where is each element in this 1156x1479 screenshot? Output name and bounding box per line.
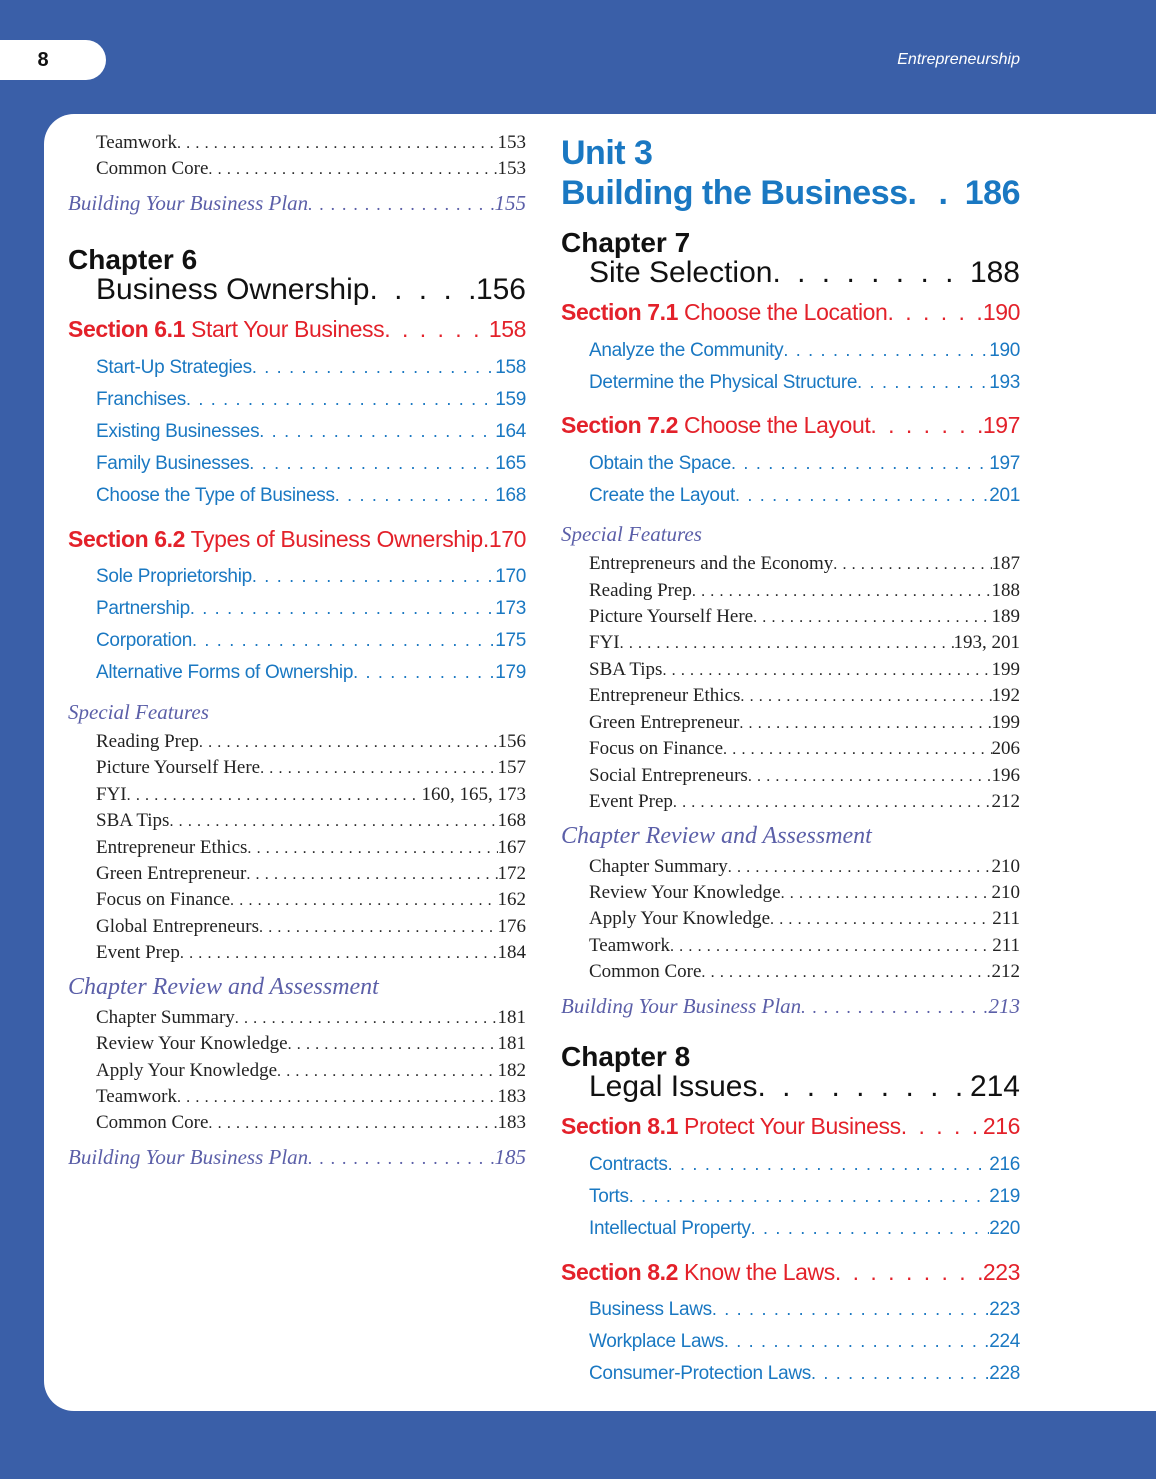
unit-title[interactable]: Building the Business . . . 186 [561, 174, 1020, 213]
toc-entry-business-plan[interactable]: Building Your Business Plan . . . 155 [68, 191, 526, 216]
review-entry[interactable]: Chapter Summary . . . 181 [96, 1007, 526, 1029]
chapter-review-label: Chapter Review and Assessment [68, 974, 379, 1000]
topic-entry[interactable]: Consumer-Protection Laws . . . 228 [589, 1363, 1020, 1385]
review-entry[interactable]: Apply Your Knowledge . . . 211 [589, 908, 1020, 930]
running-header-title: Entrepreneurship [897, 51, 1020, 68]
topic-entry[interactable]: Determine the Physical Structure . . . 193 [589, 372, 1020, 394]
feature-entry[interactable]: Social Entrepreneurs . . . 196 [589, 765, 1020, 787]
toc-entry-common-core[interactable]: Common Core . . . 153 [96, 158, 526, 180]
feature-entry[interactable]: Focus on Finance . . . 206 [589, 738, 1020, 760]
topic-entry[interactable]: Franchises . . . 159 [96, 389, 526, 411]
chapter-7-label: Chapter 7 [561, 227, 691, 258]
feature-entry[interactable]: Focus on Finance . . . 162 [96, 889, 526, 911]
topic-entry[interactable]: Corporation . . . 175 [96, 630, 526, 652]
section-8-2[interactable]: Section 8.2 Know the Laws . . . 223 [561, 1259, 1020, 1286]
topic-entry[interactable]: Alternative Forms of Ownership . . . 179 [96, 662, 526, 684]
feature-entry[interactable]: Picture Yourself Here . . . 189 [589, 606, 1020, 628]
feature-entry[interactable]: SBA Tips . . . 199 [589, 659, 1020, 681]
review-entry[interactable]: Chapter Summary . . . 210 [589, 856, 1020, 878]
topic-entry[interactable]: Partnership . . . 173 [96, 598, 526, 620]
topic-entry[interactable]: Analyze the Community . . . 190 [589, 340, 1020, 362]
chapter-8-title[interactable]: Legal Issues . . . 214 [589, 1070, 1020, 1104]
section-8-1[interactable]: Section 8.1 Protect Your Business . . . 216 [561, 1113, 1020, 1140]
special-features-label: Special Features [68, 700, 209, 724]
topic-entry[interactable]: Contracts . . . 216 [589, 1154, 1020, 1176]
chapter-6-title[interactable]: Business Ownership . . . 156 [96, 273, 526, 307]
feature-entry[interactable]: Global Entrepreneurs . . . 176 [96, 916, 526, 938]
feature-entry[interactable]: Event Prep . . . 184 [96, 942, 526, 964]
section-7-2[interactable]: Section 7.2 Choose the Layout . . . 197 [561, 412, 1020, 439]
feature-entry[interactable]: Green Entrepreneur . . . 199 [589, 712, 1020, 734]
feature-entry[interactable]: Reading Prep . . . 188 [589, 580, 1020, 602]
topic-entry[interactable]: Sole Proprietorship . . . 170 [96, 566, 526, 588]
section-6-2[interactable]: Section 6.2 Types of Business Ownership . . . 170 [68, 526, 526, 553]
topic-entry[interactable]: Create the Layout . . . 201 [589, 485, 1020, 507]
page-number: 8 [37, 49, 49, 71]
feature-entry[interactable]: FYI . . . 160, 165, 173 [96, 784, 526, 806]
topic-entry[interactable]: Obtain the Space . . . 197 [589, 453, 1020, 475]
topic-entry[interactable]: Existing Businesses . . . 164 [96, 421, 526, 443]
topic-entry[interactable]: Family Businesses . . . 165 [96, 453, 526, 475]
topic-entry[interactable]: Intellectual Property . . . 220 [589, 1218, 1020, 1240]
topic-entry[interactable]: Business Laws . . . 223 [589, 1299, 1020, 1321]
feature-entry[interactable]: SBA Tips . . . 168 [96, 810, 526, 832]
feature-entry[interactable]: Entrepreneurs and the Economy . . . 187 [589, 553, 1020, 575]
review-entry[interactable]: Review Your Knowledge . . . 181 [96, 1033, 526, 1055]
review-entry[interactable]: Teamwork . . . 183 [96, 1086, 526, 1108]
feature-entry[interactable]: Green Entrepreneur . . . 172 [96, 863, 526, 885]
unit-label: Unit 3 [561, 134, 653, 172]
toc-entry-business-plan[interactable]: Building Your Business Plan . . . 213 [561, 994, 1020, 1019]
review-entry[interactable]: Common Core . . . 183 [96, 1112, 526, 1134]
feature-entry[interactable]: Entrepreneur Ethics . . . 192 [589, 685, 1020, 707]
review-entry[interactable]: Teamwork . . . 211 [589, 935, 1020, 957]
section-6-1[interactable]: Section 6.1 Start Your Business . . . 158 [68, 316, 526, 343]
review-entry[interactable]: Apply Your Knowledge . . . 182 [96, 1060, 526, 1082]
feature-entry[interactable]: Picture Yourself Here . . . 157 [96, 757, 526, 779]
review-entry[interactable]: Common Core . . . 212 [589, 961, 1020, 983]
topic-entry[interactable]: Torts . . . 219 [589, 1186, 1020, 1208]
chapter-6-label: Chapter 6 [68, 244, 198, 275]
topic-entry[interactable]: Choose the Type of Business . . . 168 [96, 485, 526, 507]
section-7-1[interactable]: Section 7.1 Choose the Location . . . 190 [561, 299, 1020, 326]
toc-entry-business-plan[interactable]: Building Your Business Plan . . . 185 [68, 1145, 526, 1170]
chapter-8-label: Chapter 8 [561, 1041, 691, 1072]
feature-entry[interactable]: Reading Prep . . . 156 [96, 731, 526, 753]
feature-entry[interactable]: FYI . . . 193, 201 [589, 632, 1020, 654]
topic-entry[interactable]: Start-Up Strategies . . . 158 [96, 357, 526, 379]
chapter-review-label: Chapter Review and Assessment [561, 823, 872, 849]
chapter-7-title[interactable]: Site Selection . . . 188 [589, 256, 1020, 290]
toc-entry-teamwork[interactable]: Teamwork . . . 153 [96, 132, 526, 154]
special-features-label: Special Features [561, 522, 702, 546]
feature-entry[interactable]: Event Prep . . . 212 [589, 791, 1020, 813]
review-entry[interactable]: Review Your Knowledge . . . 210 [589, 882, 1020, 904]
feature-entry[interactable]: Entrepreneur Ethics . . . 167 [96, 837, 526, 859]
topic-entry[interactable]: Workplace Laws . . . 224 [589, 1331, 1020, 1353]
